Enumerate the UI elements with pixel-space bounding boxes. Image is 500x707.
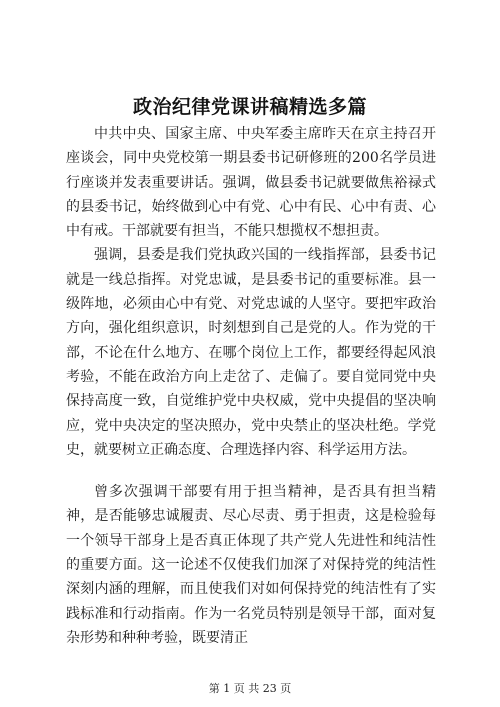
paragraph-1: 中共中央、国家主席、中央军委主席昨天在京主持召开座谈会，同中央党校第一期县委书记研修班的200名学员进行座谈并发表重要讲话。强调，做县委书记就要做焦裕禄式的县委书记，始终做到心中有党、心中有民、心中有责、心中有戒。干部就要有担当，不能只想揽权不想担责。 bbox=[66, 126, 436, 240]
document-title: 政治纪律党课讲稿精选多篇 bbox=[132, 96, 367, 118]
page-number: 第 1 页 共 23 页 bbox=[208, 682, 292, 695]
document-body bbox=[66, 122, 436, 650]
paragraph-2: 强调，县委是我们党执政兴国的一线指挥部，县委书记就是一线总指挥。对党忠诚，是县委书记的重要标准。县一级阵地，必须由心中有党、对党忠诚的人坚守。要把牢政治方向，强化组织意识，时刻想到自己是党的人。作为党的干部，不论在什么地方、在哪个岗位上工作，都要经得起风浪考验，不能在政治方向上走岔了、走偏了。要自觉同党中央保持高度一致，自觉维护党中央权威，党中央提倡的坚决响应，党中央决定的坚决照办，党中央禁止的坚决杜绝。学党史，就要树立正确态度、合理选择内容、科学运用方法。 bbox=[66, 247, 436, 458]
paragraph-3: 曾多次强调干部要有用于担当精神，是否具有担当精神，是否能够忠诚履责、尽心尽责、勇于担责，这是检验每一个领导干部身上是否真正体现了共产党人先进性和纯洁性的重要方面。这一论述不仅使我们加深了对保持党的纯洁性深刻内涵的理解，而且使我们对如何保持党的纯洁性有了实践标准和行动指南。作为一名党员特别是领导干部，面对复杂形势和种种考验，既要清正 bbox=[66, 484, 436, 646]
